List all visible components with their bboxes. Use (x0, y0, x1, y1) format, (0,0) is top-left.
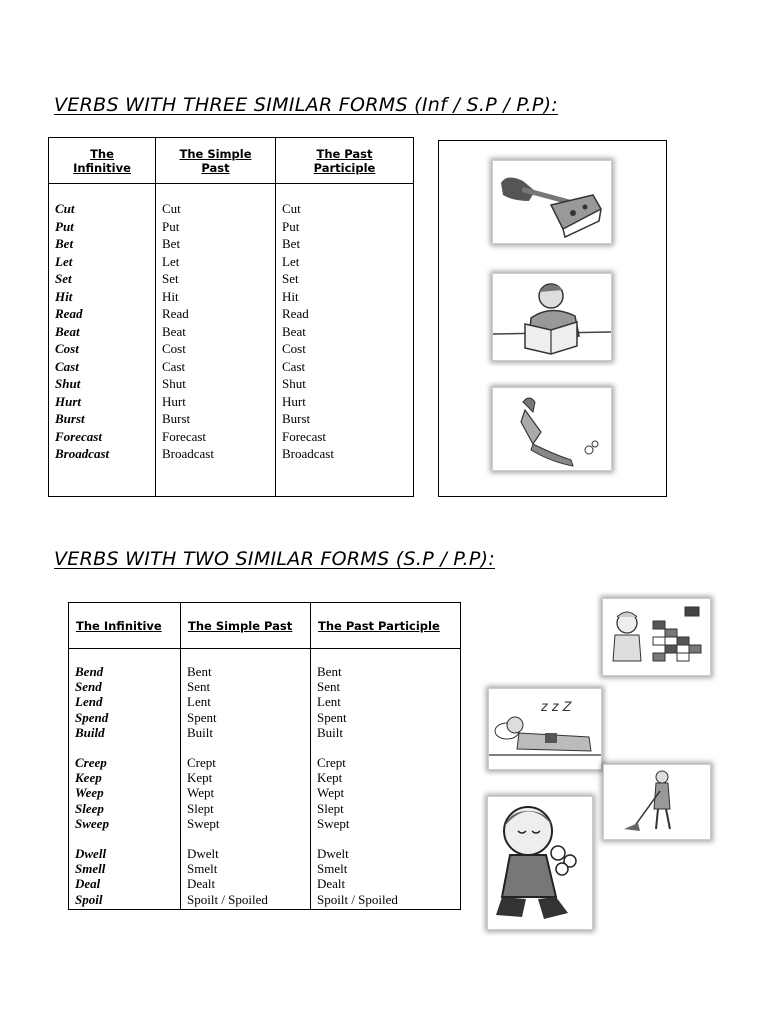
svg-text:z z Z: z z Z (541, 698, 572, 714)
person-sleeping-icon (488, 688, 602, 770)
verb-cell: Shut (282, 376, 306, 391)
verb-cell: Spoil (75, 891, 103, 907)
verb-cell: Forecast (282, 428, 327, 444)
verb-cell: Beat (282, 323, 306, 339)
verb-cell: Cost (282, 341, 306, 356)
verb-cell: Dwell (75, 846, 107, 862)
header-line: Infinitive (73, 160, 131, 175)
verb-cell: Dealt (317, 876, 346, 892)
verb-cell: Bet (162, 236, 181, 251)
verb-cell: Cast (162, 358, 186, 374)
verb-cell: Shut (55, 376, 81, 391)
verb-cell: Lend (75, 694, 103, 710)
verb-cell: Sleep (75, 800, 104, 816)
verb-cell: Beat (162, 323, 186, 339)
verb-cell: Creep (75, 755, 107, 771)
table-header-row (69, 603, 461, 649)
verb-cell: Put (282, 218, 300, 234)
verb-cell: Spoilt / Spoiled (187, 891, 268, 907)
verb-cell: Cut (282, 201, 301, 216)
verb-cell: Broadcast (55, 446, 110, 461)
verb-cell: Shut (162, 376, 186, 391)
verb-cell: Build (75, 724, 105, 740)
verb-cell: Send (75, 679, 102, 695)
header-line: Past (201, 160, 230, 175)
header-line: Participle (313, 160, 376, 175)
verb-cell: Read (55, 306, 83, 321)
verb-cell: Set (282, 271, 299, 286)
verb-cell: Sent (317, 679, 341, 695)
group-spacer (75, 831, 180, 846)
verb-cell: Spent (187, 709, 217, 725)
past-participle-column (311, 649, 461, 910)
verb-cell: Wept (317, 785, 345, 801)
verb-cell: Crept (187, 755, 216, 771)
verb-cell: Hurt (55, 393, 82, 409)
verb-cell: Lent (187, 694, 211, 710)
column-header-infinitive (49, 138, 156, 184)
verb-cell: Dwelt (317, 846, 349, 862)
verb-cell: Lent (317, 694, 341, 710)
verb-cell: Hit (162, 288, 179, 304)
verb-cell: Let (55, 253, 73, 269)
column-header-simple-past: The Simple Past (181, 603, 311, 649)
verb-cell: Bent (317, 664, 342, 679)
verb-cell: Read (282, 306, 309, 321)
verb-cell: Forecast (55, 428, 102, 444)
verb-cell: Set (162, 271, 179, 286)
verb-cell: Cut (162, 201, 181, 216)
simple-past-column (156, 184, 276, 497)
group-spacer (75, 740, 180, 755)
verb-cell: Swept (317, 815, 350, 831)
header-line: The Past (316, 146, 373, 161)
section2-heading: VERBS WITH TWO SIMILAR FORMS (S.P / P.P): (54, 548, 496, 570)
verb-cell: Smell (75, 861, 106, 877)
verb-cell: Smelt (187, 861, 218, 877)
verb-cell: Broadcast (282, 446, 334, 461)
column-header-simple-past (156, 138, 276, 184)
header-line: The Simple (179, 146, 252, 161)
verb-cell: Put (55, 218, 74, 234)
verb-cell: Cast (282, 358, 306, 374)
verb-cell: Set (55, 271, 72, 286)
verb-cell: Swept (187, 815, 220, 831)
verb-cell: Spent (317, 709, 347, 725)
verb-cell: Cast (55, 358, 79, 374)
verb-cell: Kept (187, 770, 213, 786)
header-line: The (90, 146, 114, 161)
verb-cell: Keep (75, 770, 102, 786)
three-forms-table (48, 137, 414, 497)
verb-cell: Hit (55, 288, 73, 304)
column-header-past-participle: The Past Participle (311, 603, 461, 649)
verb-cell: Built (187, 724, 214, 740)
verb-cell: Spoilt / Spoiled (317, 891, 398, 907)
verb-cell: Let (282, 253, 300, 269)
column-header-infinitive: The Infinitive (69, 603, 181, 649)
verb-cell: Hurt (282, 393, 306, 409)
section1-heading: VERBS WITH THREE SIMILAR FORMS (Inf / S.P / P.P): (54, 94, 558, 116)
boy-reading-icon (492, 273, 612, 361)
group-spacer (187, 831, 310, 846)
verb-cell: Kept (317, 770, 343, 786)
two-forms-table (68, 602, 461, 910)
verb-cell: Put (162, 218, 180, 234)
verb-cell: Bent (187, 664, 212, 679)
verb-cell: Bend (75, 664, 104, 679)
verb-cell: Built (317, 724, 344, 740)
bricklayer-building-icon (602, 598, 711, 676)
verb-cell: Sweep (75, 815, 109, 831)
verb-cell: Slept (187, 800, 214, 816)
verb-cell: Burst (162, 411, 191, 426)
verb-cell: Burst (55, 411, 85, 426)
verb-cell: Cut (55, 201, 75, 216)
verb-cell: Dealt (187, 876, 216, 892)
verb-cell: Wept (187, 785, 215, 801)
group-spacer (187, 740, 310, 755)
verb-cell: Spend (75, 709, 109, 725)
cheese-cutting-icon (492, 160, 612, 244)
verb-cell: Cost (55, 341, 79, 356)
verb-cell: Weep (75, 785, 104, 801)
girl-sweeping-icon (492, 387, 612, 471)
table-header-row (49, 138, 414, 184)
illustration-frame (438, 140, 667, 497)
verb-cell: Deal (75, 876, 101, 892)
verb-cell: Crept (317, 755, 346, 771)
infinitive-column (49, 184, 156, 497)
verb-cell: Cost (162, 341, 186, 356)
verb-cell: Smelt (317, 861, 348, 877)
verb-cell: Forecast (162, 428, 207, 444)
group-spacer (317, 740, 460, 755)
infinitive-column (69, 649, 181, 910)
verb-cell: Burst (282, 411, 311, 426)
verb-cell: Sent (187, 679, 211, 695)
verb-cell: Read (162, 306, 189, 321)
verb-cell: Bet (282, 236, 301, 251)
man-sweeping-icon (603, 764, 711, 840)
group-spacer (317, 831, 460, 846)
verb-cell: Slept (317, 800, 344, 816)
column-header-past-participle (276, 138, 414, 184)
verb-cell: Broadcast (162, 446, 214, 461)
verb-cell: Dwelt (187, 846, 219, 862)
past-participle-column (276, 184, 414, 497)
verb-cell: Hurt (162, 393, 186, 409)
verb-cell: Let (162, 253, 180, 269)
verb-cell: Bet (55, 236, 74, 251)
girl-smelling-flowers-icon (487, 796, 593, 930)
verb-cell: Hit (282, 288, 299, 304)
verb-cell: Beat (55, 323, 80, 339)
simple-past-column (181, 649, 311, 910)
